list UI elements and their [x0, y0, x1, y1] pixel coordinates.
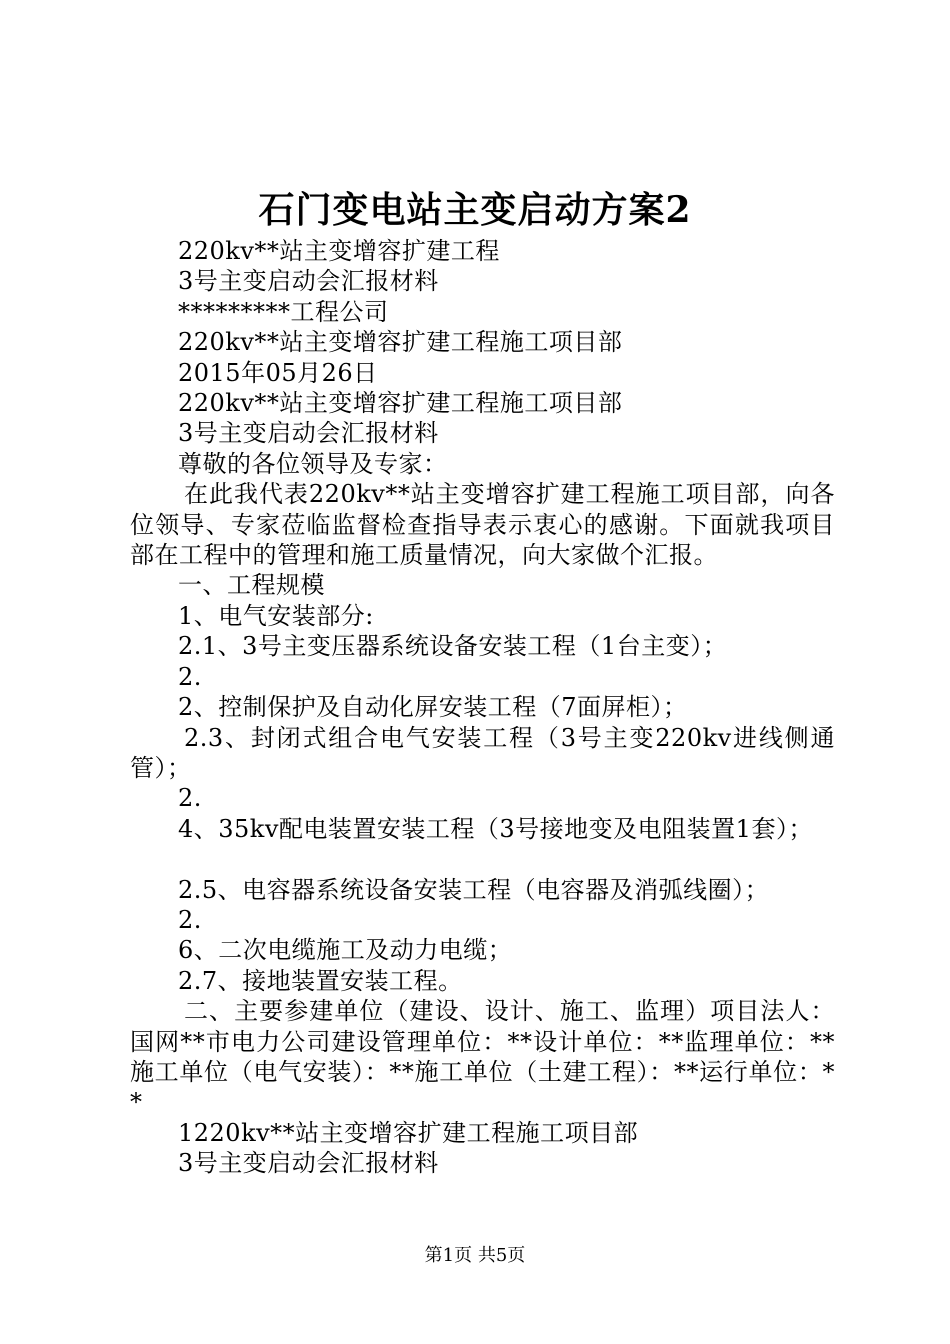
list-item: 2.3、封闭式组合电气安装工程（3号主变220kv进线侧通管）；	[130, 723, 835, 782]
text-line: 220kv**站主变增容扩建工程施工项目部	[178, 389, 623, 418]
date-line: 2015年05月26日	[178, 358, 378, 387]
list-item: 4、35kv配电装置安装工程（3号接地变及电阻装置1套）；	[178, 814, 813, 843]
list-item: 6、二次电缆施工及动力电缆；	[178, 936, 513, 965]
document-body	[130, 236, 835, 1179]
text-line: 220kv**站主变增容扩建工程施工项目部	[178, 328, 623, 357]
list-item: 2.7、接地装置安装工程。	[178, 966, 463, 995]
list-item: 2、控制保护及自动化屏安装工程（7面屏柜）；	[178, 693, 688, 722]
list-item: 2.5、电容器系统设备安装工程（电容器及消弧线圈）；	[178, 875, 770, 904]
intro-paragraph: 在此我代表220kv**站主变增容扩建工程施工项目部，向各位领导、专家莅临监督检查指导表示衷心的感谢。下面就我项目部在工程中的管理和施工质量情况，向大家做个汇报。	[130, 480, 835, 570]
section2-paragraph: 二、主要参建单位（建设、设计、施工、监理）项目法人：国网**市电力公司建设管理单位：**设计单位：**监理单位：**施工单位（电气安装）：**施工单位（土建工程）：**运行单位：**	[130, 997, 835, 1117]
document-title: 石门变电站主变启动方案2	[258, 189, 692, 231]
list-item: 2.1、3号主变压器系统设备安装工程（1台主变）；	[178, 632, 728, 661]
section-heading: 一、工程规模	[178, 571, 325, 600]
salutation: 尊敬的各位领导及专家：	[178, 449, 448, 478]
text-line: 3号主变启动会汇报材料	[178, 419, 439, 448]
text-line: 1220kv**站主变增容扩建工程施工项目部	[178, 1118, 639, 1147]
list-item: 2.	[178, 784, 202, 813]
text-line: 3号主变启动会汇报材料	[178, 267, 439, 296]
text-line: 220kv**站主变增容扩建工程	[178, 237, 500, 265]
text-line: *********工程公司	[178, 297, 389, 326]
text-line: 3号主变启动会汇报材料	[178, 1149, 439, 1178]
page-footer: 第1页 共5页	[424, 1245, 526, 1266]
subsection-heading: 1、电气安装部分:	[178, 601, 374, 630]
list-item: 2.	[178, 662, 202, 691]
blank-line	[130, 844, 835, 874]
list-item: 2.	[178, 905, 202, 934]
